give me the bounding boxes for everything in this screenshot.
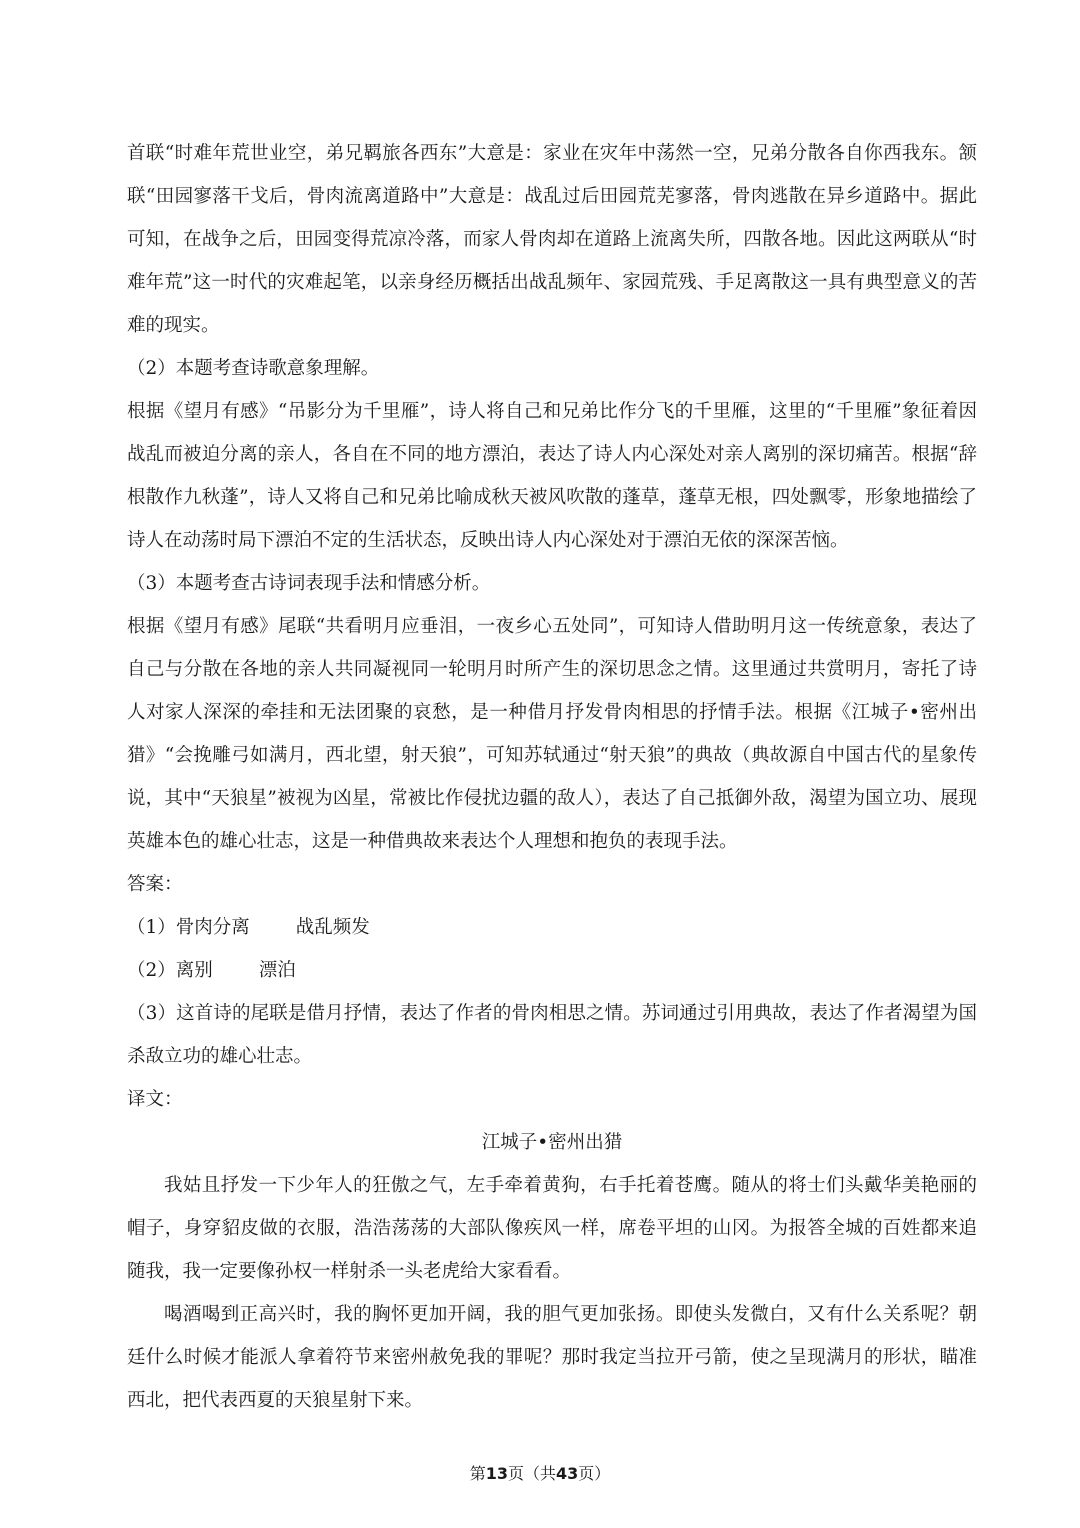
translation-label: 译文： [127,1089,183,1110]
translation-paragraph-1: 我姑且抒发一下少年人的狂傲之气，左手牵着黄狗，右手托着苍鹰。随从的将士们头戴华美艳丽的帽子，身穿貂皮做的衣服，浩浩荡荡的大部队像疾风一样，席卷平坦的山冈。为报答全城的百姓都来追随我，我一定要像孙权一样射杀一头老虎给大家看看。 [127,1175,977,1282]
footer-page-number: 13 [485,1464,508,1483]
question-3-heading: （3）本题考查古诗词表现手法和情感分析。 [127,573,491,594]
answer-2-number: （2） [127,960,176,981]
translation-paragraph-2: 喝酒喝到正高兴时，我的胸怀更加开阔，我的胆气更加张扬。即使头发微白，又有什么关系呢？朝廷什么时候才能派人拿着符节来密州赦免我的罪呢？那时我定当拉开弓箭，使之呈现满月的形状，瞄准西北，把代表西夏的天狼星射下来。 [127,1304,977,1411]
answer-3: （3）这首诗的尾联是借月抒情，表达了作者的骨肉相思之情。苏词通过引用典故，表达了作者渴望为国杀敌立功的雄心壮志。 [127,1003,977,1067]
translation-title: 江城子•密州出猎 [481,1132,623,1153]
answer-1 [127,906,977,949]
answer-1-first: 骨肉分离 [175,917,250,938]
analysis-paragraph-1: 首联“时难年荒世业空，弟兄羁旅各西东”大意是：家业在灾年中荡然一空，兄弟分散各自你西我东。颔联“田园寥落干戈后，骨肉流离道路中”大意是：战乱过后田园荒芜寥落，骨肉逃散在异乡道路中。据此可知，在战争之后，田园变得荒凉冷落，而家人骨肉却在道路上流离失所，四散各地。因此这两联从“时难年荒”这一时代的灾难起笔，以亲身经历概括出战乱频年、家园荒残、手足离散这一具有典型意义的苦难的现实。 [127,143,977,336]
answer-2-second: 漂泊 [258,960,296,981]
question-2-heading: （2）本题考查诗歌意象理解。 [127,358,380,379]
answer-1-number: （1） [127,917,176,938]
answer-1-second: 战乱频发 [295,917,370,938]
footer-middle: 页（共 [507,1464,556,1483]
footer-suffix: 页） [578,1464,611,1483]
answer-2 [127,949,977,992]
footer-prefix: 第 [469,1464,486,1483]
analysis-paragraph-3: 根据《望月有感》尾联“共看明月应垂泪，一夜乡心五处同”，可知诗人借助明月这一传统意象，表达了自己与分散在各地的亲人共同凝视同一轮明月时所产生的深切思念之情。这里通过共赏明月，寄托了诗人对家人深深的牵挂和无法团聚的哀愁，是一种借月抒发骨肉相思的抒情手法。根据《江城子•密州出猎》“会挽雕弓如满月，西北望，射天狼”，可知苏轼通过“射天狼”的典故（典故源自中国古代的星象传说，其中“天狼星”被视为凶星，常被比作侵扰边疆的敌人），表达了自己抵御外敌，渴望为国立功、展现英雄本色的雄心壮志，这是一种借典故来表达个人理想和抱负的表现手法。 [127,616,977,852]
answers-label: 答案： [127,874,183,895]
footer-total-pages: 43 [556,1464,579,1483]
analysis-paragraph-2: 根据《望月有感》“吊影分为千里雁”，诗人将自己和兄弟比作分飞的千里雁，这里的“千里雁”象征着因战乱而被迫分离的亲人，各自在不同的地方漂泊，表达了诗人内心深处对亲人离别的深切痛苦。根据“辞根散作九秋蓬”，诗人又将自己和兄弟比喻成秋天被风吹散的蓬草，蓬草无根，四处飘零，形象地描绘了诗人在动荡时局下漂泊不定的生活状态，反映出诗人内心深处对于漂泊无依的深深苦恼。 [127,401,977,551]
page-footer [0,1462,1080,1486]
answer-2-first: 离别 [175,960,213,981]
page-content [127,132,977,1422]
